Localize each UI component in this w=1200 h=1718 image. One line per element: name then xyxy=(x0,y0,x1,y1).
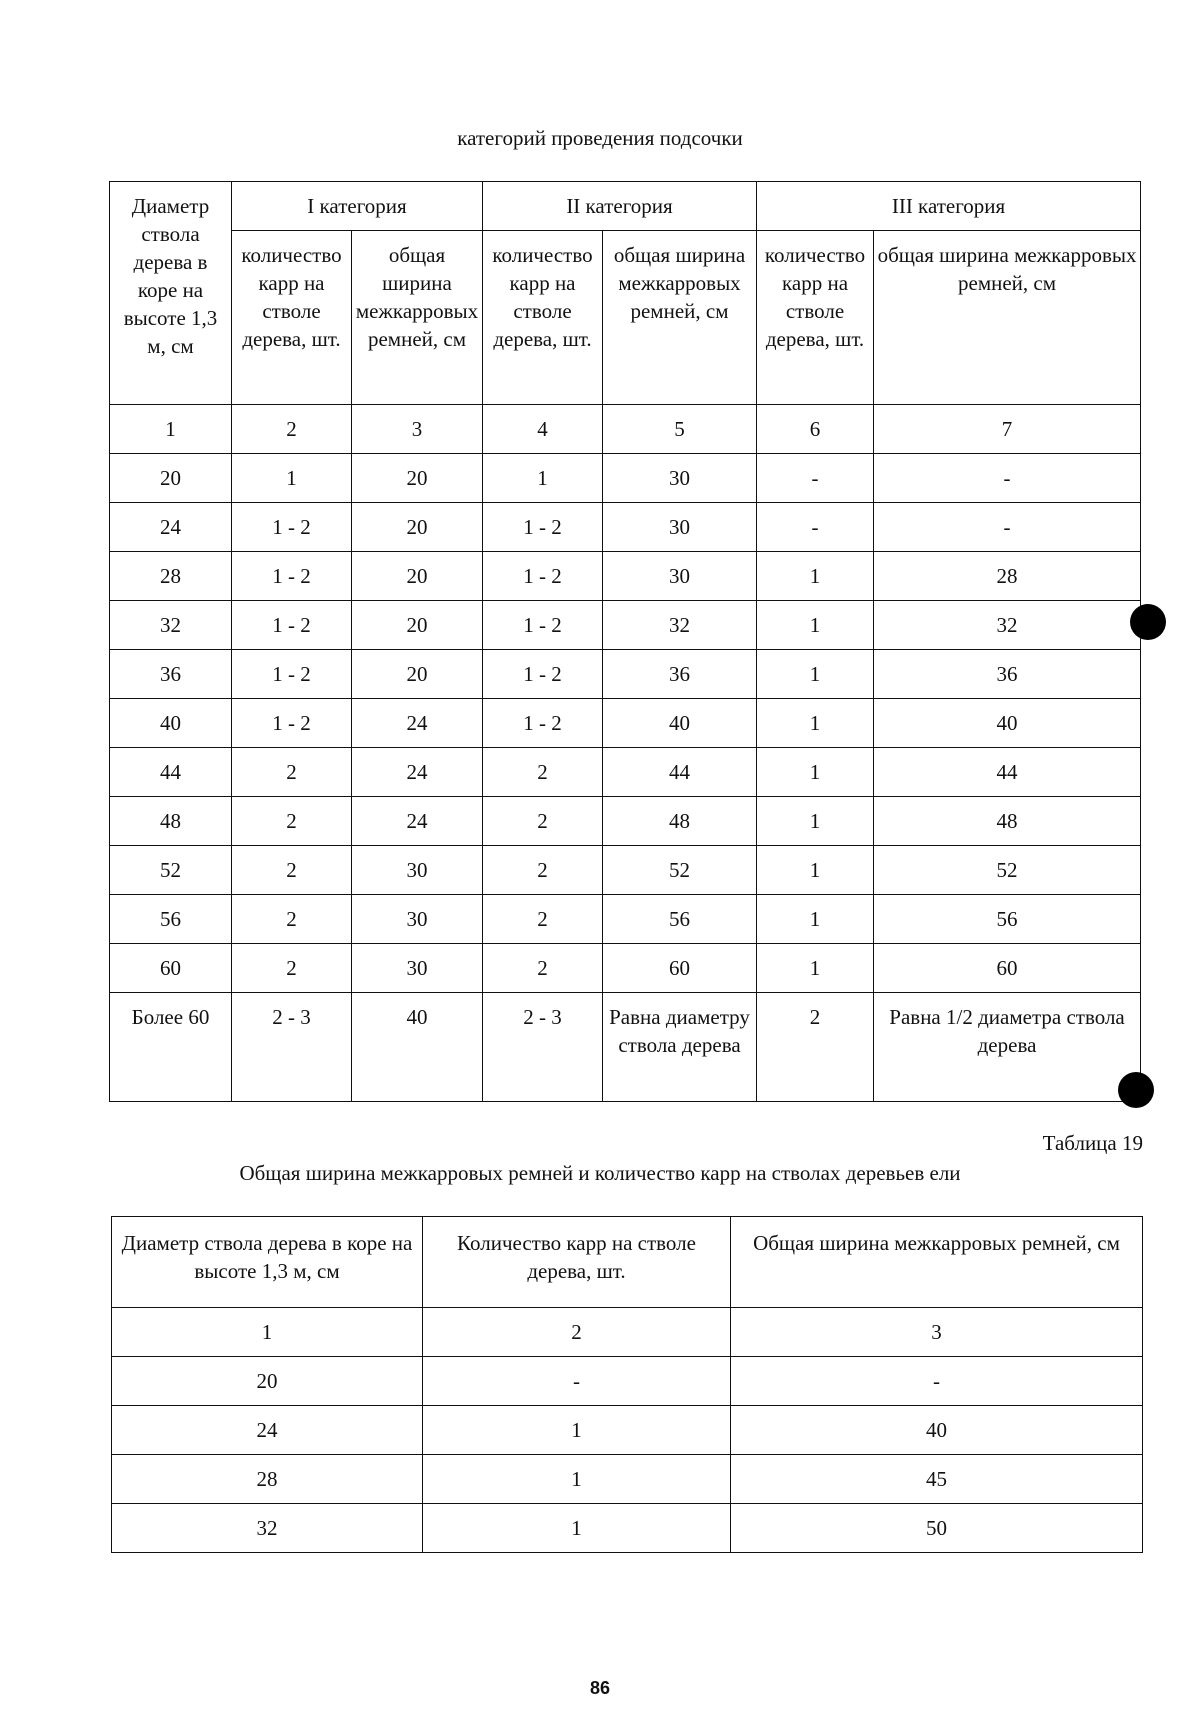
table-cell: 3 xyxy=(731,1308,1143,1357)
table-cell: - xyxy=(874,503,1141,552)
category-2-header: II категория xyxy=(483,182,757,231)
subheader-width: общая ширина межкарровых ремней, см xyxy=(603,231,757,405)
table-cell: 2 xyxy=(232,797,352,846)
table-cell: 1 - 2 xyxy=(232,503,352,552)
table-cell: 1 xyxy=(757,797,874,846)
table-cell: 2 xyxy=(423,1308,731,1357)
table-cell: 1 xyxy=(757,552,874,601)
table-cell: 1 xyxy=(423,1455,731,1504)
table-row xyxy=(112,1455,1143,1504)
table-cell: 7 xyxy=(874,405,1141,454)
table-cell: Равна 1/2 диаметра ствола дерева xyxy=(874,993,1141,1102)
table-cell: Более 60 xyxy=(110,993,232,1102)
table-cell: 1 xyxy=(757,895,874,944)
table-cell: 2 - 3 xyxy=(232,993,352,1102)
table-cell: 32 xyxy=(603,601,757,650)
table-row xyxy=(110,454,1141,503)
table-cell: 2 xyxy=(483,846,603,895)
table-cell: 6 xyxy=(757,405,874,454)
table-cell: 36 xyxy=(603,650,757,699)
table-row xyxy=(110,895,1141,944)
table-cell: 2 xyxy=(483,797,603,846)
table-cell: 20 xyxy=(112,1357,423,1406)
table2-header-width: Общая ширина межкарровых ремней, см xyxy=(731,1217,1143,1308)
table-cell: 32 xyxy=(110,601,232,650)
table-cell: - xyxy=(757,454,874,503)
table-cell: 1 xyxy=(423,1406,731,1455)
table1-title: категорий проведения подсочки xyxy=(457,126,743,150)
table-row xyxy=(112,1406,1143,1455)
table-cell: 20 xyxy=(110,454,232,503)
table-row xyxy=(110,993,1141,1102)
table-cell: 1 - 2 xyxy=(483,601,603,650)
table-cell: 1 xyxy=(757,846,874,895)
table-cell: 2 - 3 xyxy=(483,993,603,1102)
table-cell: 52 xyxy=(110,846,232,895)
table-cell: 1 - 2 xyxy=(483,699,603,748)
table-cell: 2 xyxy=(232,944,352,993)
table-cell: 24 xyxy=(352,748,483,797)
table-row xyxy=(112,1504,1143,1553)
table2-number: Таблица 19 xyxy=(1042,1131,1143,1155)
table1 xyxy=(109,181,1141,1102)
table-cell: 2 xyxy=(757,993,874,1102)
table-cell: 44 xyxy=(874,748,1141,797)
table-cell: 48 xyxy=(603,797,757,846)
subheader-count: количество карр на стволе дерева, шт. xyxy=(483,231,603,405)
table-cell: 1 xyxy=(757,944,874,993)
diameter-header: Диаметр ствола дерева в коре на высоте 1,3 м, см xyxy=(110,182,232,405)
table-cell: 30 xyxy=(352,944,483,993)
category-3-header: III категория xyxy=(757,182,1141,231)
table-cell: 2 xyxy=(483,944,603,993)
subheader-width: общая ширина межкарровых ремней, см xyxy=(352,231,483,405)
table-cell: 1 xyxy=(112,1308,423,1357)
table-cell: 2 xyxy=(483,748,603,797)
table-cell: 20 xyxy=(352,552,483,601)
punch-hole-mark xyxy=(1130,604,1166,640)
table-cell: Равна диаметру ствола дерева xyxy=(603,993,757,1102)
table-cell: 1 - 2 xyxy=(232,552,352,601)
table-cell: 1 - 2 xyxy=(232,699,352,748)
table-row xyxy=(110,699,1141,748)
table-cell: 48 xyxy=(874,797,1141,846)
table-cell: - xyxy=(731,1357,1143,1406)
table-cell: 20 xyxy=(352,503,483,552)
table-cell: 1 xyxy=(757,699,874,748)
table-cell: 3 xyxy=(352,405,483,454)
table-cell: 2 xyxy=(232,895,352,944)
table-cell: 1 - 2 xyxy=(232,601,352,650)
table-row xyxy=(110,503,1141,552)
table-cell: 60 xyxy=(603,944,757,993)
table2-title: Общая ширина межкарровых ремней и количество карр на стволах деревьев ели xyxy=(239,1161,961,1185)
table-cell: 30 xyxy=(603,503,757,552)
table-cell: 60 xyxy=(110,944,232,993)
table-cell: 20 xyxy=(352,650,483,699)
table-cell: 24 xyxy=(352,797,483,846)
table-cell: 30 xyxy=(352,846,483,895)
table-cell: 1 - 2 xyxy=(232,650,352,699)
table-cell: 30 xyxy=(352,895,483,944)
table-cell: 28 xyxy=(110,552,232,601)
table-cell: - xyxy=(874,454,1141,503)
table-cell: 40 xyxy=(731,1406,1143,1455)
table-cell: 48 xyxy=(110,797,232,846)
table-row xyxy=(110,944,1141,993)
table-cell: 4 xyxy=(483,405,603,454)
table-row xyxy=(110,650,1141,699)
table-cell: 56 xyxy=(874,895,1141,944)
table-cell: 45 xyxy=(731,1455,1143,1504)
page-number: 86 xyxy=(589,1678,611,1698)
category-1-header: I категория xyxy=(232,182,483,231)
table-row xyxy=(110,405,1141,454)
table-cell: 1 xyxy=(757,601,874,650)
table-cell: 5 xyxy=(603,405,757,454)
subheader-count: количество карр на стволе дерева, шт. xyxy=(232,231,352,405)
table-cell: - xyxy=(757,503,874,552)
table-cell: 36 xyxy=(874,650,1141,699)
table-cell: 1 - 2 xyxy=(483,650,603,699)
table-cell: 1 - 2 xyxy=(483,503,603,552)
table-row xyxy=(110,552,1141,601)
table-cell: 1 xyxy=(757,650,874,699)
punch-hole-mark xyxy=(1118,1072,1154,1108)
table-row xyxy=(112,1357,1143,1406)
table-cell: 40 xyxy=(110,699,232,748)
table-cell: 24 xyxy=(352,699,483,748)
table-cell: 44 xyxy=(603,748,757,797)
table-row xyxy=(112,1308,1143,1357)
table-cell: 1 xyxy=(232,454,352,503)
table-cell: 1 xyxy=(757,748,874,797)
table-cell: 2 xyxy=(232,748,352,797)
table-cell: 30 xyxy=(603,552,757,601)
table-cell: 1 xyxy=(423,1504,731,1553)
table-cell: 52 xyxy=(874,846,1141,895)
table-cell: 24 xyxy=(112,1406,423,1455)
table-cell: 40 xyxy=(603,699,757,748)
table-cell: 1 xyxy=(110,405,232,454)
table-cell: 2 xyxy=(232,846,352,895)
table-cell: 28 xyxy=(112,1455,423,1504)
table-cell: 1 - 2 xyxy=(483,552,603,601)
table-cell: 52 xyxy=(603,846,757,895)
table-cell: 2 xyxy=(483,895,603,944)
table-cell: 32 xyxy=(112,1504,423,1553)
table-row xyxy=(110,797,1141,846)
table-cell: 32 xyxy=(874,601,1141,650)
table-cell: 28 xyxy=(874,552,1141,601)
table2-header-diameter: Диаметр ствола дерева в коре на высоте 1,3 м, см xyxy=(112,1217,423,1308)
table-cell: 40 xyxy=(874,699,1141,748)
table-row xyxy=(110,748,1141,797)
table-cell: - xyxy=(423,1357,731,1406)
table-cell: 1 xyxy=(483,454,603,503)
table-cell: 30 xyxy=(603,454,757,503)
table-cell: 20 xyxy=(352,454,483,503)
table2-body xyxy=(112,1308,1143,1553)
table-cell: 20 xyxy=(352,601,483,650)
table-cell: 56 xyxy=(603,895,757,944)
table-row xyxy=(110,601,1141,650)
table-row xyxy=(110,846,1141,895)
table-cell: 36 xyxy=(110,650,232,699)
subheader-width: общая ширина межкарровых ремней, см xyxy=(874,231,1141,405)
subheader-count: количество карр на стволе дерева, шт. xyxy=(757,231,874,405)
table-cell: 24 xyxy=(110,503,232,552)
table2 xyxy=(111,1216,1143,1553)
table-cell: 40 xyxy=(352,993,483,1102)
table-cell: 50 xyxy=(731,1504,1143,1553)
table-cell: 44 xyxy=(110,748,232,797)
table1-body xyxy=(110,405,1141,1102)
table2-header-count: Количество карр на стволе дерева, шт. xyxy=(423,1217,731,1308)
table-cell: 2 xyxy=(232,405,352,454)
table-cell: 56 xyxy=(110,895,232,944)
table-cell: 60 xyxy=(874,944,1141,993)
